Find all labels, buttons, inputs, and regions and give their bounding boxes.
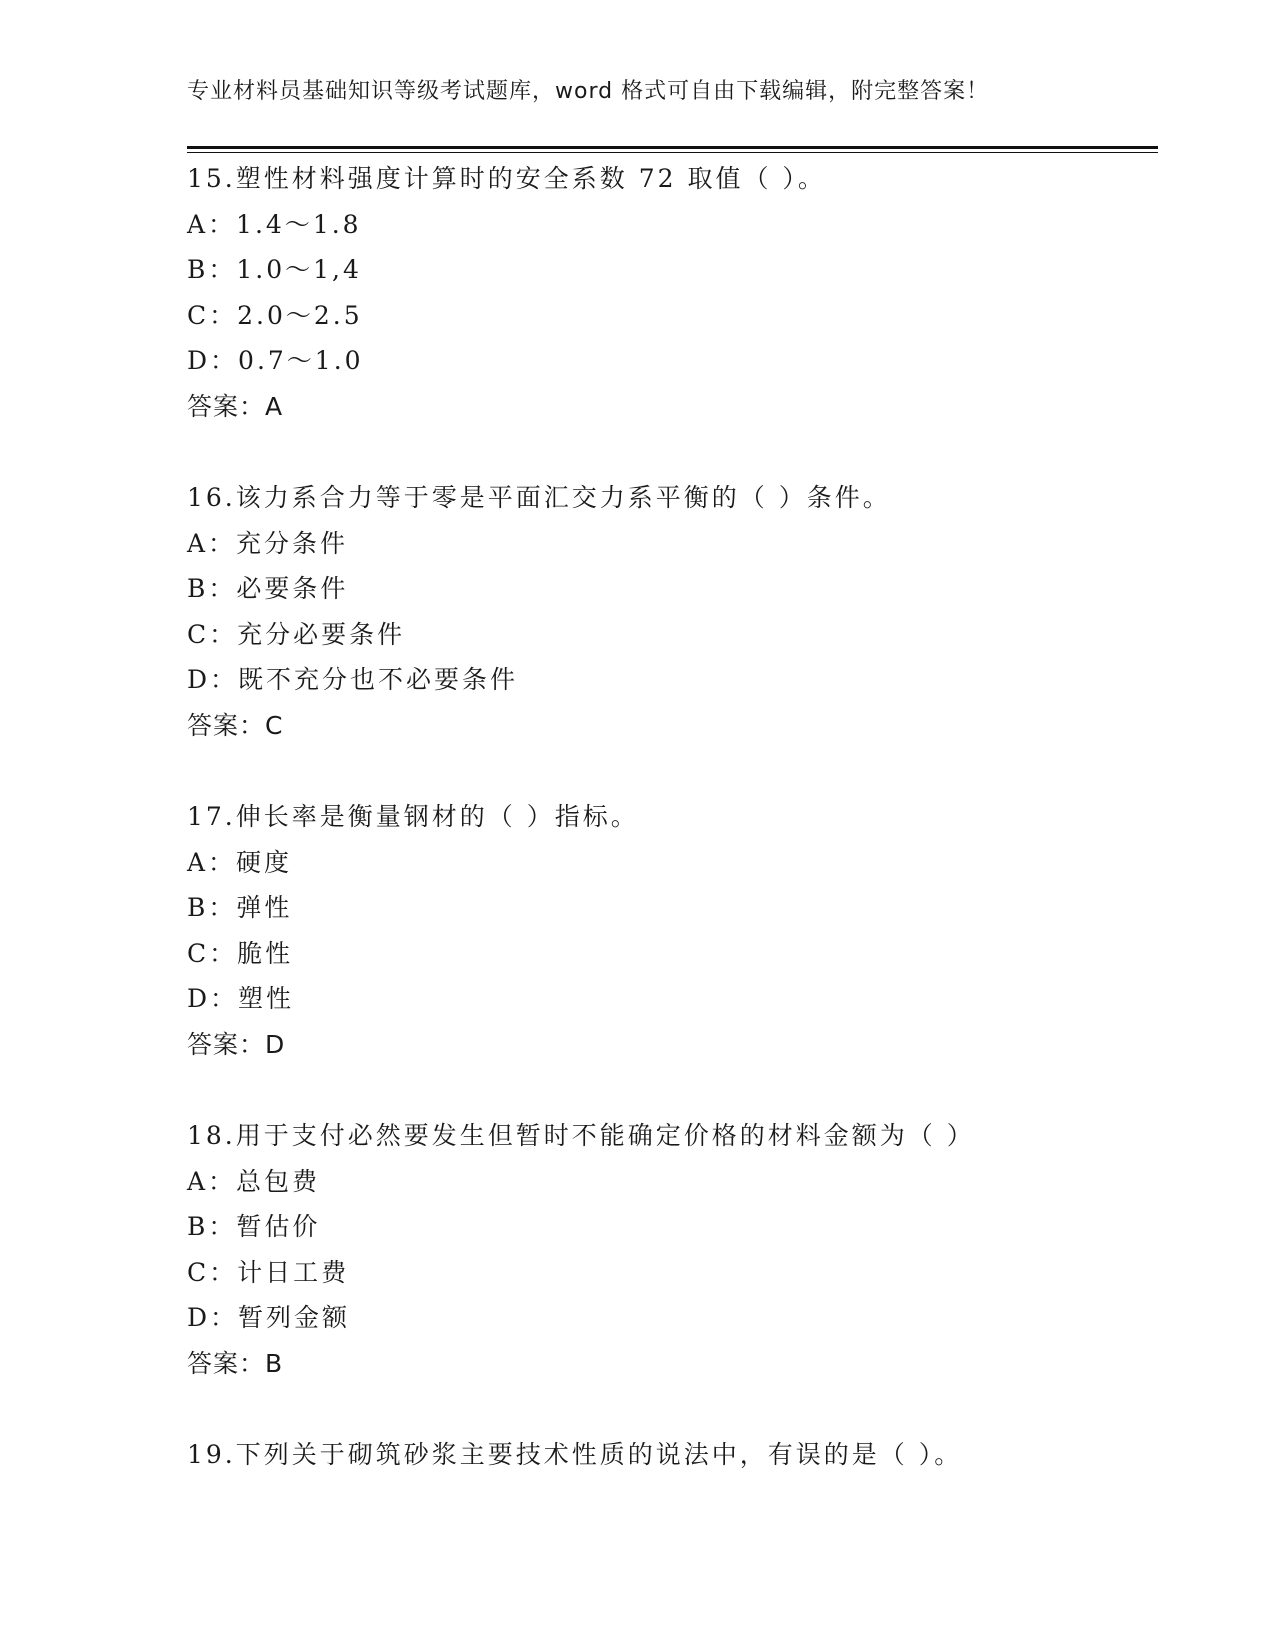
option-d: D：0.7～1.0 [187,346,364,375]
option-a: A：总包费 [187,1166,321,1196]
option-a: A：硬度 [187,847,293,877]
option-d: D：既不充分也不必要条件 [187,665,519,694]
option-c: C：脆性 [187,938,294,968]
question-16 [187,475,891,748]
answer: 答案：C [187,710,284,740]
question-title: 15.塑性材料强度计算时的安全系数 72 取值（ ）。 [187,164,826,193]
option-b: B：必要条件 [187,574,349,603]
question-title: 16.该力系合力等于零是平面汇交力系平衡的（ ）条件。 [187,483,891,512]
option-c: C：充分必要条件 [187,619,406,649]
option-b: B：暂估价 [187,1212,321,1241]
option-c: C：2.0～2.5 [187,300,363,330]
option-d: D：塑性 [187,984,295,1013]
option-b: B：弹性 [187,893,293,922]
question-19 [187,1432,962,1478]
question-17 [187,794,639,1067]
header-rule-thick [187,146,1158,149]
option-c: C：计日工费 [187,1257,350,1287]
option-b: B：1.0～1,4 [187,255,362,284]
question-title: 19.下列关于砌筑砂浆主要技术性质的说法中，有误的是（ ）。 [187,1440,963,1469]
question-15 [187,156,826,429]
option-a: A：充分条件 [187,528,349,558]
answer: 答案：D [187,1029,286,1059]
question-title: 18.用于支付必然要发生但暂时不能确定价格的材料金额为（ ） [187,1121,975,1150]
header-rule-thin [187,152,1158,153]
option-a: A：1.4～1.8 [187,209,362,239]
question-title: 17.伸长率是衡量钢材的（ ）指标。 [187,802,639,831]
answer: 答案：B [187,1348,284,1378]
option-d: D：暂列金额 [187,1303,351,1332]
document-header: 专业材料员基础知识等级考试题库，word 格式可自由下载编辑，附完整答案！ [187,79,990,104]
question-18 [187,1113,975,1386]
answer: 答案：A [187,391,284,421]
